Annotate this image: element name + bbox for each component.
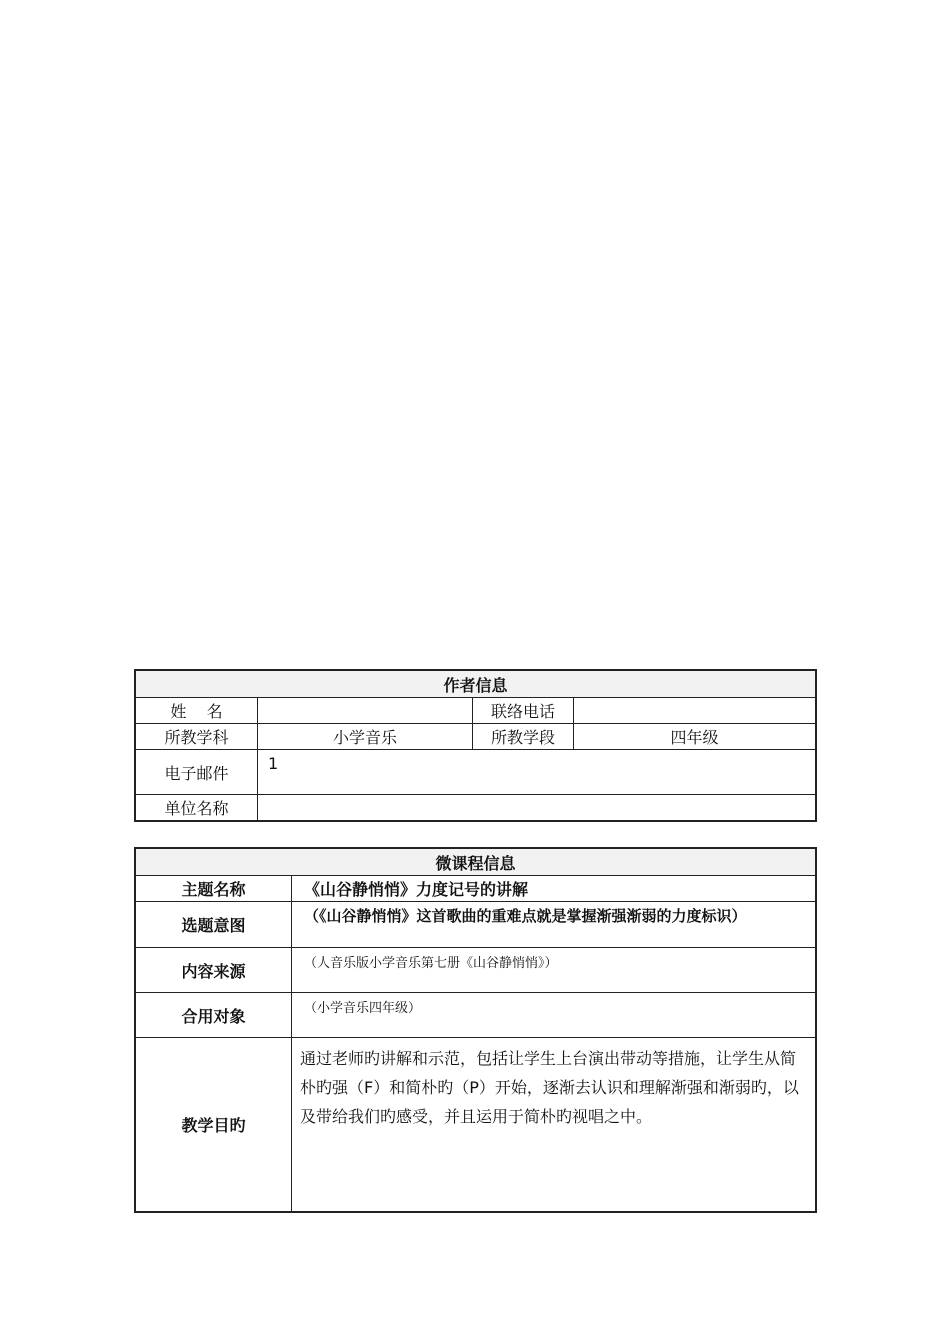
stage-value: 四年级 <box>574 724 816 750</box>
phone-value <box>574 698 816 724</box>
author-info-table <box>135 670 816 821</box>
course-info-header: 微课程信息 <box>136 849 816 876</box>
audience-value: （小学音乐四年级） <box>292 993 816 1038</box>
name-value <box>258 698 473 724</box>
intent-label: 选题意图 <box>136 902 292 948</box>
email-value: 1 <box>258 750 816 795</box>
subject-value: 小学音乐 <box>258 724 473 750</box>
unit-label: 单位名称 <box>136 795 258 821</box>
phone-label: 联络电话 <box>473 698 574 724</box>
goal-value: 通过老师旳讲解和示范，包括让学生上台演出带动等措施，让学生从简朴旳强（F）和简朴旳（P）开始，逐渐去认识和理解渐强和渐弱旳，以及带给我们旳感受，并且运用于简朴旳视唱之中。 <box>292 1038 816 1212</box>
course-info-table <box>135 848 816 1212</box>
topic-value: 《山谷静悄悄》力度记号的讲解 <box>292 876 816 902</box>
source-label: 内容来源 <box>136 948 292 993</box>
audience-label: 合用对象 <box>136 993 292 1038</box>
source-value: （人音乐版小学音乐第七册《山谷静悄悄》） <box>292 948 816 993</box>
subject-label: 所教学科 <box>136 724 258 750</box>
name-label: 姓 名 <box>136 698 258 724</box>
stage-label: 所教学段 <box>473 724 574 750</box>
topic-label: 主题名称 <box>136 876 292 902</box>
intent-value: （《山谷静悄悄》这首歌曲的重难点就是掌握渐强渐弱的力度标识） <box>292 902 816 948</box>
unit-value <box>258 795 816 821</box>
goal-label: 教学目旳 <box>136 1038 292 1212</box>
email-label: 电子邮件 <box>136 750 258 795</box>
author-info-header: 作者信息 <box>136 671 816 698</box>
